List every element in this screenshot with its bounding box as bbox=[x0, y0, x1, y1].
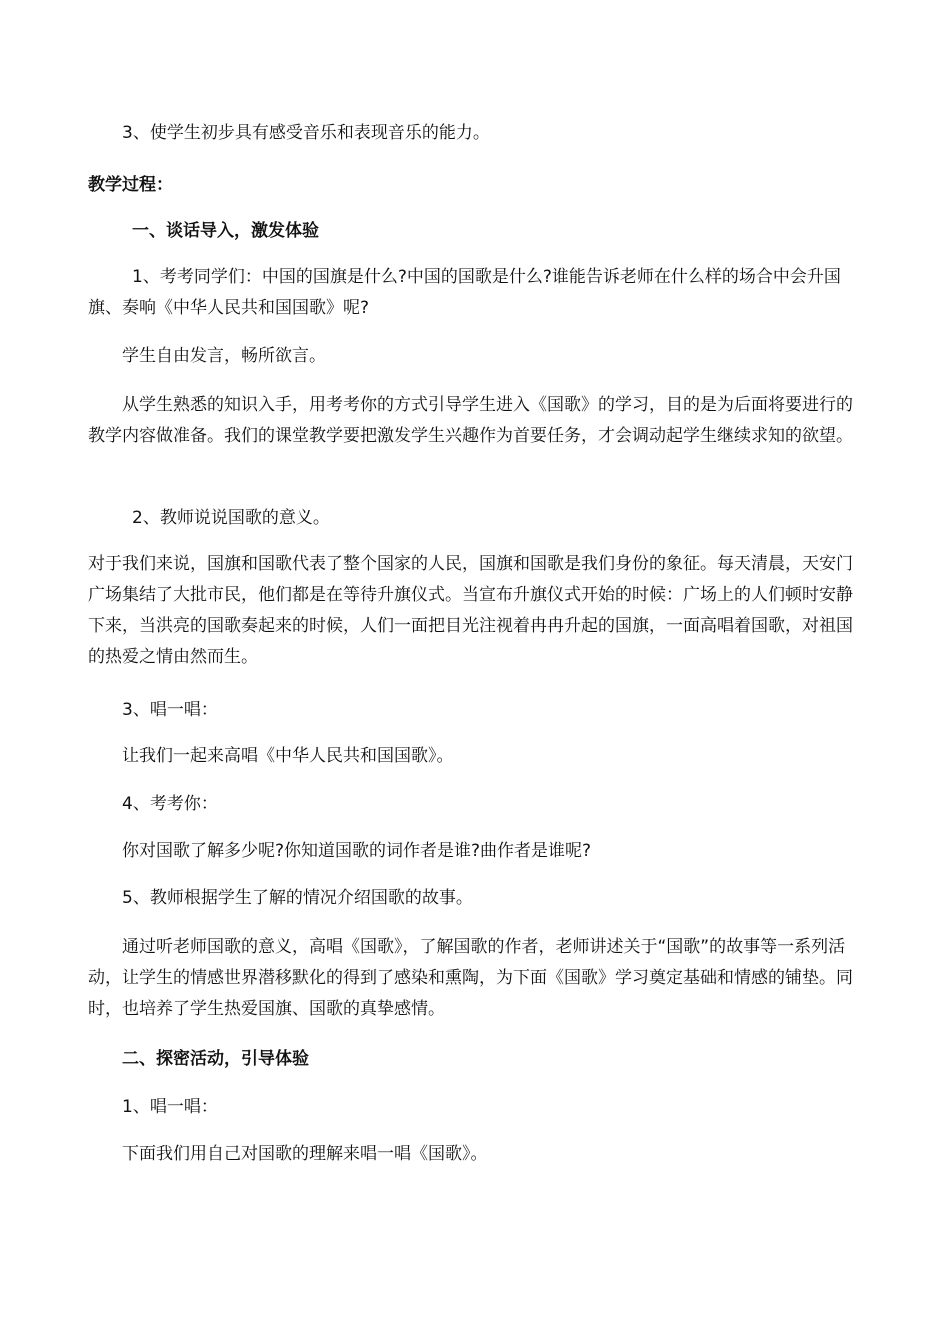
section-1-heading: 一、谈话导入，激发体验 bbox=[132, 221, 319, 241]
section-1-item-1: 1、考考同学们：中国的国旗是什么?中国的国歌是什么?谁能告诉老师在什么样的场合中会升国旗、奏响《中华人民共和国国歌》呢? bbox=[88, 267, 841, 318]
section-1-item-2-text: 对于我们来说，国旗和国歌代表了整个国家的人民，国旗和国歌是我们身份的象征。每天清晨，天安门广场集结了大批市民，他们都是在等待升旗仪式。当宣布升旗仪式开始的时候：广场上的人们顿时安静下来，当洪亮的国歌奏起来的时候，人们一面把目光注视着冉冉升起的国旗，一面高唱着国歌，对祖国的热爱之情由然而生。 bbox=[88, 554, 853, 667]
goal-item-3: 3、使学生初步具有感受音乐和表现音乐的能力。 bbox=[122, 123, 490, 143]
section-1-item-3-text: 让我们一起来高唱《中华人民共和国国歌》。 bbox=[122, 746, 454, 766]
section-1-item-1-response: 学生自由发言，畅所欲言。 bbox=[122, 346, 326, 366]
section-1-item-5: 5、教师根据学生了解的情况介绍国歌的故事。 bbox=[122, 888, 473, 908]
section-1-item-1-rationale: 从学生熟悉的知识入手，用考考你的方式引导学生进入《国歌》的学习，目的是为后面将要进行的教学内容做准备。我们的课堂教学要把激发学生兴趣作为首要任务，才会调动起学生继续求知的欲望。 bbox=[88, 395, 853, 446]
section-1-item-2: 2、教师说说国歌的意义。 bbox=[132, 508, 330, 528]
section-2-item-1-text: 下面我们用自己对国歌的理解来唱一唱《国歌》。 bbox=[122, 1144, 488, 1164]
section-1-item-3: 3、唱一唱： bbox=[122, 700, 218, 720]
teaching-process-heading: 教学过程： bbox=[88, 175, 173, 195]
section-2-item-1: 1、唱一唱： bbox=[122, 1097, 218, 1117]
section-1-summary: 通过听老师国歌的意义，高唱《国歌》，了解国歌的作者，老师讲述关于“国歌”的故事等一系列活动，让学生的情感世界潜移默化的得到了感染和熏陶，为下面《国歌》学习奠定基础和情感的铺垫。同时，也培养了学生热爱国旗、国歌的真挚感情。 bbox=[88, 937, 853, 1019]
section-2-heading: 二、探密活动，引导体验 bbox=[122, 1049, 309, 1069]
section-1-item-4-text: 你对国歌了解多少呢?你知道国歌的词作者是谁?曲作者是谁呢? bbox=[122, 841, 592, 861]
section-1-item-4: 4、考考你： bbox=[122, 794, 218, 814]
